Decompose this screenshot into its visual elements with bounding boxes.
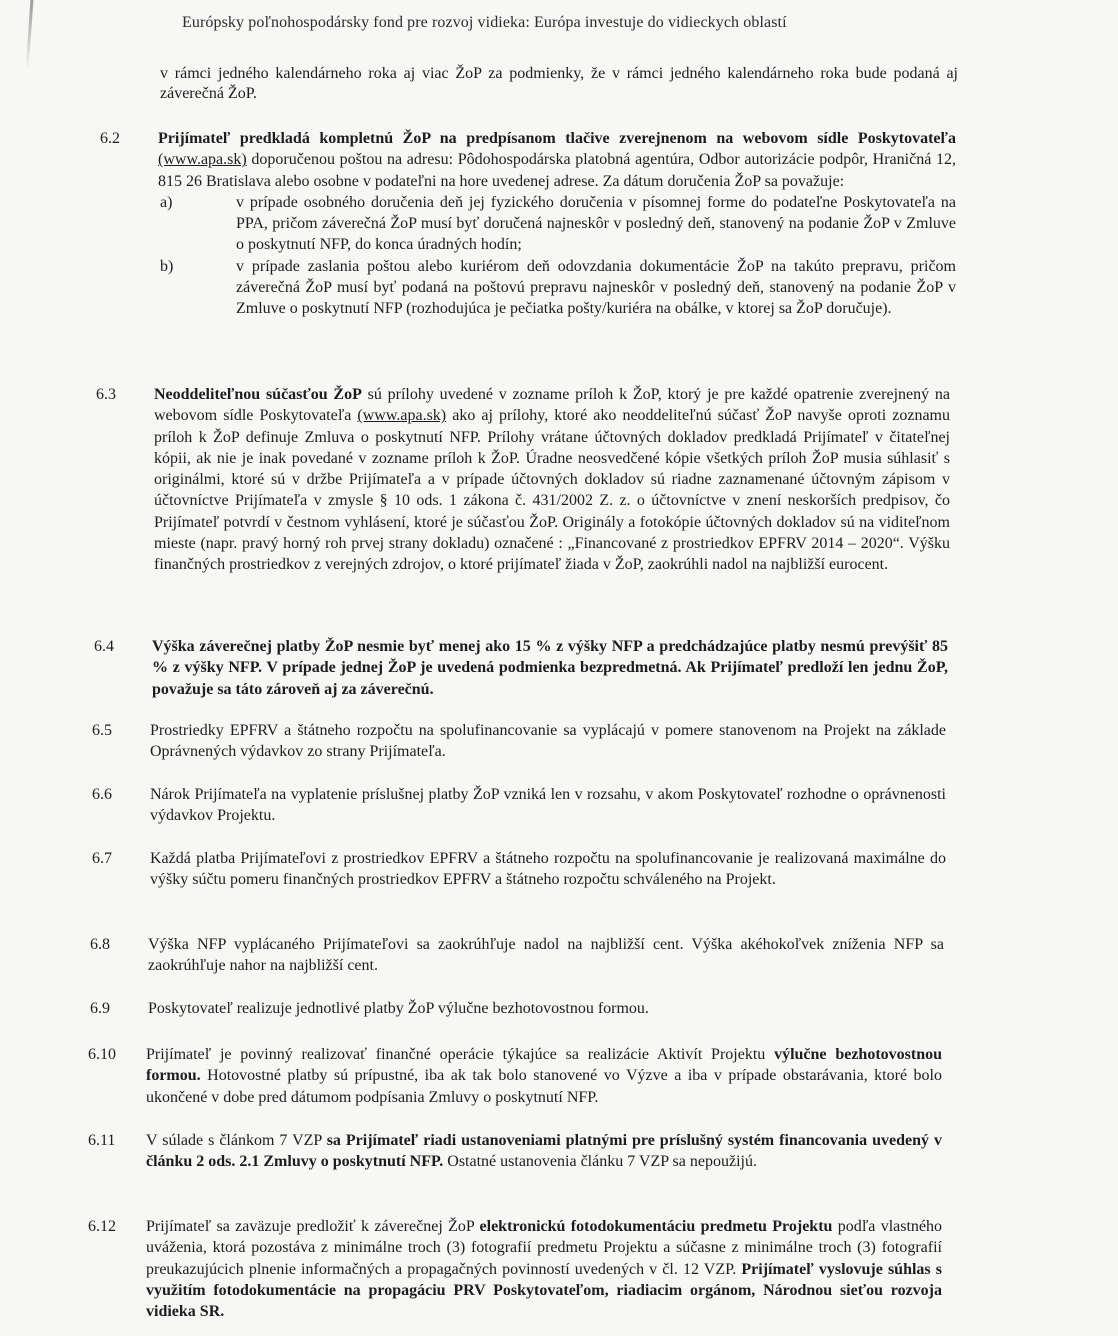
section-text: Výška záverečnej platby ŽoP nesmie byť menej ako 15 % z výšky NFP a predchádzajúce platby nesmú prevýšiť 85 % z výšky NFP. V prípade jednej ŽoP je uvedená podmienka bezpredmetná. Ak Prijímateľ predloží len jednu ŽoP, považuje sa táto zároveň aj za záverečnú.	[152, 638, 948, 698]
bold-text: Prijímateľ predkladá kompletnú ŽoP na predpísanom tlačive zverejnenom na webovom sídle Poskytovateľa	[158, 130, 956, 147]
section-number: 6.3	[96, 386, 116, 403]
section-number: 6.8	[90, 936, 110, 953]
section-number: 6.2	[100, 130, 120, 147]
section-text	[158, 128, 956, 192]
section-6-5	[92, 720, 946, 763]
section-number: 6.11	[88, 1132, 116, 1149]
plain-text: podľa vlastného uváženia, ktorá pozostáva z minimálne troch (3) fotografií predmetu Projektu a súčasne z minimálne troch (3) fotografií preukazujúcich plnenie informačných a propagačných povinností uvedených v čl. 12 VZP.	[146, 1218, 943, 1278]
section-6-4	[94, 636, 948, 700]
section-number: 6.6	[92, 786, 112, 803]
section-text: Každá platba Prijímateľovi z prostriedkov EPFRV a štátneho rozpočtu na spolufinancovanie je realizovaná maximálne do výšky súčtu pomeru finančných prostriedkov EPFRV a štátneho rozpočtu schváleného na Projekt.	[150, 850, 946, 889]
section-6-12	[88, 1216, 943, 1322]
plain-text: Ostatné ustanovenia článku 7 VZP sa nepoužijú.	[443, 1153, 757, 1171]
item-text: v prípade zaslania poštou alebo kuriérom deň odovzdania dokumentácie ŽoP na takúto prepravu, pričom záverečná ŽoP musí byť podaná na poštovú prepravu najneskôr v posledný deň, stanovený na podanie ŽoP v Zmluve o poskytnutí NFP (rozhodujúca je pečiatka pošty/kuriéra na obálke, v ktorej sa ŽoP doručuje).	[236, 257, 956, 318]
plain-text: V súlade s článkom 7 VZP	[146, 1132, 327, 1149]
item-label: a)	[160, 193, 173, 211]
bold-text: Neoddeliteľnou súčasťou ŽoP	[154, 386, 362, 403]
section-6-2	[100, 128, 956, 320]
section-number: 6.12	[88, 1218, 116, 1235]
section-text	[154, 384, 950, 576]
item-b	[160, 256, 956, 320]
plain-text: Prijímateľ sa zaväzuje predložiť k záverečnej ŽoP	[146, 1218, 480, 1235]
apa-link[interactable]: (www.apa.sk)	[158, 151, 247, 169]
plain-text: Hotovostné platby sú prípustné, iba ak tak bolo stanovené vo Výzve a iba v prípade obstarávania, ktoré bolo ukončené v dobe pred dátumom podpísania Zmluvy o poskytnutí NFP.	[146, 1067, 942, 1106]
section-number: 6.4	[94, 638, 114, 655]
section-number: 6.5	[92, 722, 112, 739]
section-text: Prostriedky EPFRV a štátneho rozpočtu na spolufinancovanie sa vyplácajú v pomere stanovenom na Projekt na základe Oprávnených výdavkov zo strany Prijímateľa.	[150, 722, 946, 761]
section-text	[146, 1130, 942, 1173]
plain-text: ako aj prílohy, ktoré ako neoddeliteľnú súčasť ŽoP navyše oproti zoznamu príloh k ŽoP definuje Zmluva o poskytnutí NFP. Prílohy vrátane účtovných dokladov predkladá Prijímateľ v čitateľnej kópii, ak nie je inak povedané v zozname príloh k ŽoP. Úradne neosvedčené kópie všetkých príloh ŽoP musia súhlasiť s originálmi, ktoré sú v držbe Prijímateľa a v prípade účtovných dokladov sú riadne zaznamenané účtovným zápisom v účtovníctve Prijímateľa v zmysle § 10 ods. 1 zákona č. 431/2002 Z. z. o účtovníctve v znení neskorších predpisov, čo Prijímateľ potvrdí v čestnom vyhlásení, ktoré je súčasťou ŽoP. Originály a fotokópie účtovných dokladov sú na viditeľnom mieste (napr. pravý horný roh prvej strany dokladu) označené : „Financované z prostriedkov EPFRV 2014 – 2020“. Výšku finančných prostriedkov z verejných zdrojov, o ktoré prijímateľ žiada v ŽoP, zaokrúhli nadol na najbližší eurocent.	[154, 407, 950, 574]
scan-artifact	[26, 0, 34, 70]
section-6-7	[92, 848, 946, 891]
section-text: Poskytovateľ realizuje jednotlivé platby ŽoP výlučne bezhotovostnou formou.	[148, 1000, 649, 1017]
item-label: b)	[160, 257, 174, 275]
bold-text: elektronickú fotodokumentáciu predmetu Projektu	[479, 1218, 833, 1235]
apa-link[interactable]: (www.apa.sk)	[357, 407, 447, 425]
section-6-11	[88, 1130, 942, 1173]
section-number: 6.10	[88, 1046, 116, 1063]
plain-text: doporučenou poštou na adresu: Pôdohospodárska platobná agentúra, Odbor autorizácie podpôr, Hraničná 12, 815 26 Bratislava alebo osobne v podateľni na hore uvedenej adrese. Za dátum doručenia ŽoP sa považuje:	[158, 151, 956, 190]
page-header: Európsky poľnohospodársky fond pre rozvoj vidieka: Európa investuje do vidieckych oblastí	[182, 14, 787, 31]
bold-text: Prijímateľ vyslovuje súhlas s využitím fotodokumentácie na propagáciu PRV Poskytovateľom, riadiacim orgánom, Národnou sieťou rozvoja vidieka SR.	[146, 1260, 942, 1321]
section-6-10	[88, 1044, 942, 1108]
item-a	[160, 192, 956, 256]
plain-text: Prijímateľ je povinný realizovať finančné operácie týkajúce sa realizácie Aktivít Projektu	[146, 1046, 775, 1063]
section-text	[146, 1044, 942, 1108]
item-text: v prípade osobného doručenia deň jej fyzického doručenia v písomnej forme do podateľne Poskytovateľa na PPA, pričom záverečná ŽoP musí byť doručená najneskôr v posledný deň, stanovený na podanie ŽoP v Zmluve o poskytnutí NFP, do konca úradných hodín;	[236, 193, 956, 254]
section-text	[146, 1216, 942, 1322]
section-6-8	[90, 934, 944, 977]
section-number: 6.9	[90, 1000, 110, 1017]
section-6-3	[96, 384, 951, 576]
continuation-paragraph: v rámci jedného kalendárneho roka aj viac ŽoP za podmienky, že v rámci jedného kalendárneho roka bude podaná aj záverečná ŽoP.	[160, 65, 958, 102]
section-number: 6.7	[92, 850, 112, 867]
section-text: Nárok Prijímateľa na vyplatenie príslušnej platby ŽoP vzniká len v rozsahu, v akom Poskytovateľ rozhodne o oprávnenosti výdavkov Projektu.	[150, 786, 946, 825]
section-6-9	[90, 998, 944, 1019]
bold-text: výlučne bezhotovostnou formou.	[146, 1046, 942, 1085]
plain-text: sú prílohy uvedené v zozname príloh k ŽoP, ktorý je pre každé opatrenie zverejnený na webovom sídle Poskytovateľa	[154, 386, 951, 425]
section-6-6	[92, 784, 946, 827]
section-text: Výška NFP vyplácaného Prijímateľovi sa zaokrúhľuje nadol na najbližší cent. Výška akéhokoľvek zníženia NFP sa zaokrúhľuje nahor na najbližší cent.	[148, 936, 944, 975]
bold-text: sa Prijímateľ riadi ustanoveniami platnými pre príslušný systém financovania uvedený v článku 2 ods. 2.1 Zmluvy o poskytnutí NFP.	[146, 1132, 942, 1171]
